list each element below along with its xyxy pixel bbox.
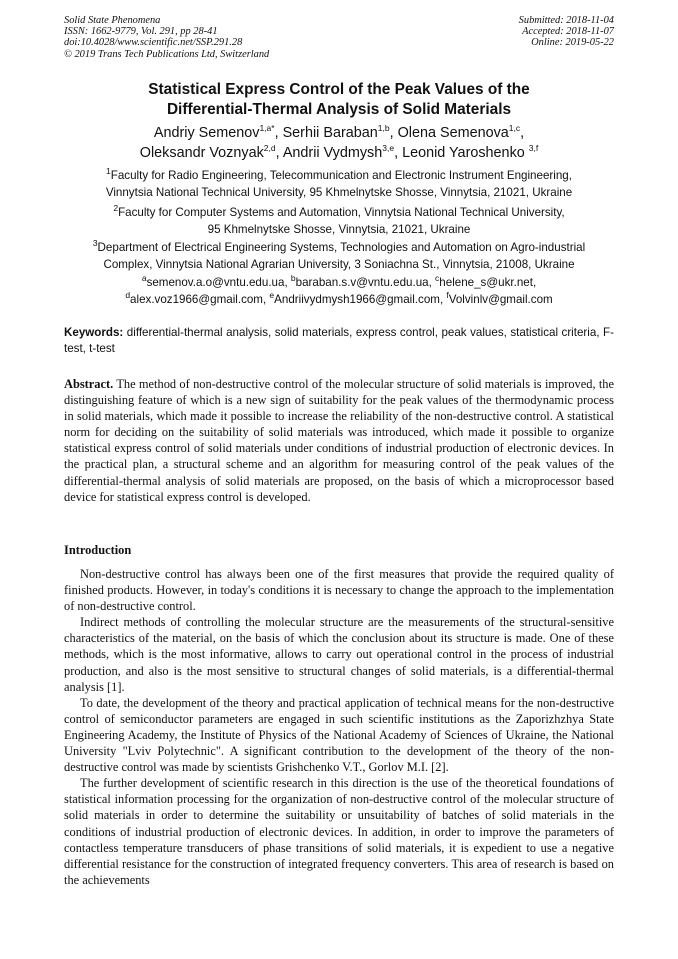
online-date: Online: 2019-05-22 [531, 37, 614, 49]
author-list [64, 124, 614, 163]
author-name: Olena Semenova [397, 125, 509, 141]
journal-doi: doi:10.4028/www.scientific.net/SSP.291.28 [64, 37, 243, 49]
affiliation-line [64, 205, 614, 222]
affiliation-line: Complex, Vinnytsia National Agrarian University, 3 Soniachna St., Vinnytsia, 21008, Ukraine [103, 257, 575, 271]
affiliation-sup: 1 [106, 166, 111, 177]
author-line-2: Oleksandr Voznyak$^{2,d}$, Andrii Vydmysh$^{3,e}$, Leonid Yaroshenko $^{3,f}$ [139, 142, 539, 161]
email-line-2: $^d$alex.voz1966@gmail.com, $^e$Andriivydmysh1966@gmail.com, $^f$Volvinlv@gmail.com [125, 289, 553, 306]
email-sup: a [141, 273, 147, 284]
affiliation-text: Department of Electrical Engineering Systems, Technologies and Automation on Agro-industrial [97, 241, 586, 254]
author-sup: 3,e [382, 142, 395, 153]
email-sup: b [290, 273, 296, 284]
author-sup: 1,b [377, 123, 390, 134]
submitted-date: Submitted: 2018-11-04 [518, 15, 614, 26]
author-sup: 1,a* [259, 123, 275, 134]
email-link[interactable]: semenov.a.o@vntu.edu.ua [146, 276, 285, 289]
affiliation-line: 95 Khmelnytske Shosse, Vinnytsia, 21021, Ukraine [207, 222, 471, 236]
affiliation-text: Faculty for Computer Systems and Automation, Vinnytsia National Technical University, [118, 206, 565, 219]
journal-name: Solid State Phenomena [64, 15, 161, 26]
email-link[interactable]: baraban.s.v@vntu.edu.ua [295, 276, 429, 289]
affiliation-3 [64, 240, 614, 273]
email-link[interactable]: alex.voz1966@gmail.com [130, 292, 263, 306]
author-sup: 3,f [528, 142, 539, 153]
affiliation-2 [64, 205, 614, 238]
keywords-label: Keywords: [64, 326, 124, 339]
email-line-1: $^a$semenov.a.o@vntu.edu.ua, $^b$baraban.s.v@vntu.edu.ua, $^c$helene_s@ukr.net, [141, 273, 537, 289]
author-emails [64, 275, 614, 308]
keywords-text: differential-thermal analysis, solid materials, express control, peak values, statistical criteria, F-test, t-test [64, 326, 614, 355]
affiliation-sup: 3 [92, 238, 98, 249]
email-sup: d [125, 289, 131, 300]
accepted-date: Accepted: 2018-11-07 [522, 26, 614, 38]
email-link[interactable]: Andriivydmysh1966@gmail.com [274, 292, 440, 306]
intro-paragraph: Non-destructive control has always been one of the first measures that provide the required quality of finished products. However, in today's conditions it is necessary to change the approach to the implementation of non-destructive control. [64, 567, 614, 614]
introduction-body [64, 566, 614, 888]
author-name: Leonid Yaroshenko [402, 144, 525, 161]
author-name: Oleksandr Voznyak [139, 144, 264, 161]
email-sup: c [435, 273, 440, 284]
affiliation-text: Faculty for Radio Engineering, Telecommunication and Electronic Instrument Engineering, [110, 169, 572, 182]
email-sup: e [269, 289, 275, 300]
affiliation-1 [64, 168, 614, 201]
introduction-heading: Introduction [64, 543, 132, 557]
abstract [64, 376, 614, 505]
intro-paragraph: Indirect methods of controlling the molecular structure are the measurements of the structural-sensitive characteristics of the material, on the basis of which the conclusion about its structure is made. One of these methods, which is the most informative, allows to carry out operational control in the process of industrial production, and also is the most sensitive to structural changes of solid materials, is a differential-thermal analysis [1]. [64, 615, 614, 694]
intro-paragraph: To date, the development of the theory and practical application of technical means for the non-destructive control of semiconductor parameters are engaged in such scientific institutions as the Zaporizhzhya State Engineering Academy, the Institute of Physics of the National Academy of Sciences of Ukraine, the National University "Lviv Polytechnic". A significant contribution to the development of the theory of the non-destructive control was made by scientists Grishchenko V.T., Gorlov M.I. [2]. [64, 695, 614, 775]
affiliation-line: Vinnytsia National Technical University, 95 Khmelnytske Shosse, Vinnytsia, 21021, Ukraine [105, 185, 573, 199]
email-sup: f [446, 289, 449, 300]
author-name: Andriy Semenov [153, 125, 260, 141]
author-name: Andrii Vydmysh [282, 144, 383, 161]
email-link[interactable]: helene_s@ukr.net [439, 276, 533, 289]
keywords [64, 325, 614, 357]
paper-title [64, 80, 614, 119]
author-sup: 2,d [263, 142, 276, 153]
email-link[interactable]: Volvinlv@gmail.com [448, 292, 553, 306]
intro-paragraph: The further development of scientific research in this direction is the use of the theoretical foundations of statistical information processing for the organization of non-destructive control of the molecular structure of solid materials in order to determine the suitability or unsuitability of batches of solid materials in the conditions of industrial production of electronic devices. In addition, in order to improve the parameters of contactless temperature transducers of phase transitions of solid materials, it is expedient to use a negative differential resistance for the construction of integrated frequency converters. This area of research is based on the achievements [64, 776, 614, 887]
journal-header-right [519, 15, 614, 49]
affiliation-line [64, 168, 614, 185]
title-line-1: Statistical Express Control of the Peak Values of the [148, 81, 530, 98]
abstract-label: Abstract. [64, 377, 114, 391]
affiliation-line [64, 240, 614, 257]
journal-copyright: © 2019 Trans Tech Publications Ltd, Switzerland [64, 48, 270, 60]
affiliation-sup: 2 [113, 203, 119, 214]
author-sup: 1,c [508, 123, 521, 134]
title-line-2: Differential-Thermal Analysis of Solid Materials [166, 100, 512, 118]
journal-header-left [64, 15, 269, 60]
journal-issn: ISSN: 1662-9779, Vol. 291, pp 28-41 [64, 26, 218, 38]
author-line-1: Andriy Semenov$^{1,a*}$, Serhii Baraban$^{1,b}$, Olena Semenova$^{1,c}$, [153, 123, 525, 141]
author-name: Serhii Baraban [282, 125, 378, 141]
abstract-text: The method of non-destructive control of the molecular structure of solid materials is improved, the distinguishing feature of which is a new sign of suitability for the peak values of the thermodynamic process in solid materials, which made it possible to increase the reliability of the non-destructive control. A statistical norm for deciding on the suitability of solid materials was introduced, which made it possible to organize statistical express control of solid materials under conditions of industrial production of electronic devices. In the practical plan, a structural scheme and an algorithm for measuring control of the peak values of the differential-thermal analysis of solid materials are proposed, on the basis of which a microprocessor based device for statistical express control is developed. [64, 377, 615, 504]
